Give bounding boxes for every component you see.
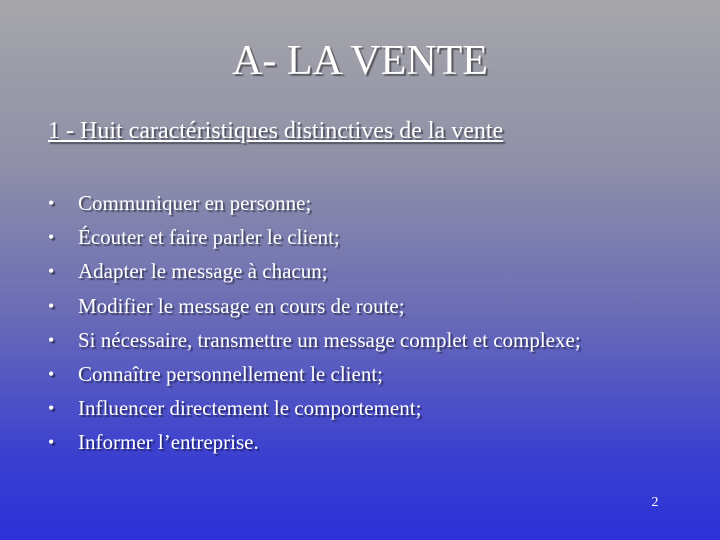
bullet-icon: •	[48, 432, 55, 453]
bullet-text: Si nécessaire, transmettre un message complet et complexe;	[78, 327, 581, 352]
bullet-text: Influencer directement le comportement;	[78, 396, 422, 421]
bullet-icon: •	[48, 295, 55, 316]
bullet-text: Connaître personnellement le client;	[78, 361, 383, 386]
bullet-icon: •	[48, 329, 55, 350]
bullet-text: Modifier le message en cours de route;	[78, 293, 405, 318]
bullet-icon: •	[48, 398, 55, 419]
page-number: 2	[651, 495, 659, 510]
slide-subtitle: 1 - Huit caractéristiques distinctives de la vente	[48, 118, 504, 144]
bullet-icon: •	[48, 227, 55, 248]
bullet-text: Communiquer en personne;	[78, 191, 312, 215]
bullet-icon: •	[48, 363, 55, 384]
bullet-icon: •	[48, 193, 55, 213]
bullet-text: Adapter le message à chacun;	[78, 259, 328, 284]
bullet-text: Écouter et faire parler le client;	[78, 225, 340, 250]
bullet-text: Informer l’entreprise.	[78, 430, 259, 455]
slide-title: A- LA VENTE	[232, 38, 488, 84]
bullet-icon: •	[48, 261, 55, 282]
